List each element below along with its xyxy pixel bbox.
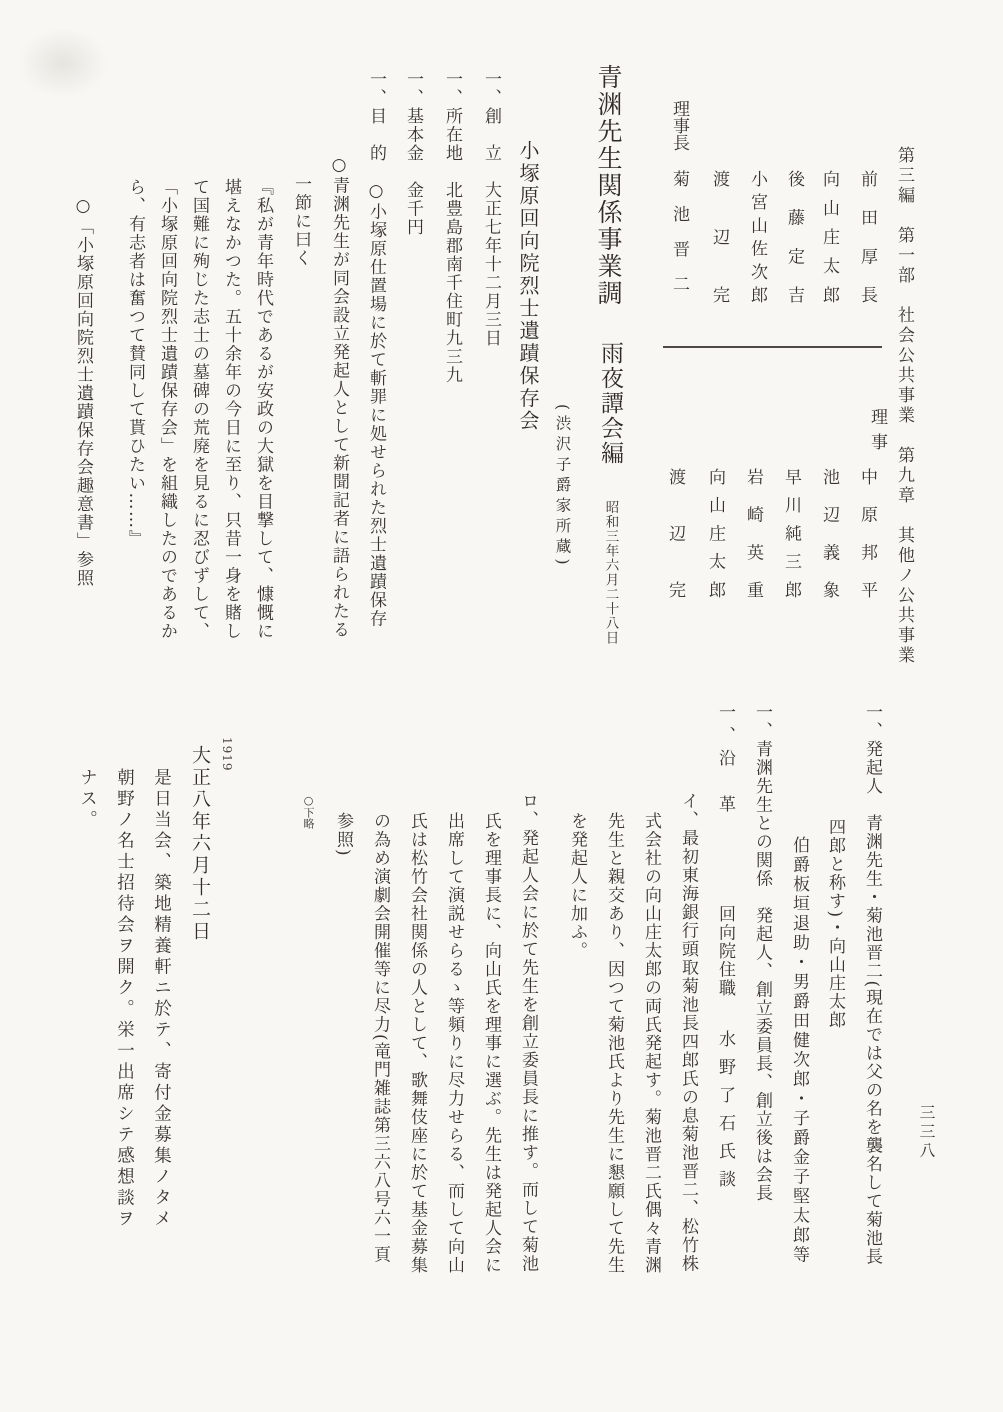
chronicle-line: 是日当会、築地精養軒ニ於テ、寄付金募集ノタメ	[151, 768, 172, 1230]
officer-name: 向山庄太郎	[705, 468, 725, 598]
officer-table-divider	[663, 346, 882, 348]
quote-line: 『私が青年時代であるが安政の大獄を目撃して、慷慨に	[253, 178, 273, 641]
officer-name: 渡辺完	[665, 468, 685, 598]
paragraph-i-line: を発起人に加ふ。	[567, 812, 587, 960]
quote-line: ら、有志者は奮つて賛同して貰ひたい……』	[125, 178, 145, 548]
omission-note: ○下略	[302, 794, 315, 829]
founders-line: 伯爵板垣退助・男爵田健次郎・子爵金子堅太郎等	[789, 836, 809, 1265]
officer-name: 中原邦平	[857, 468, 877, 598]
officer-name: 前田厚長	[857, 170, 877, 303]
quote-line: て国難に殉じた志士の墓碑の荒廃を見るに忍びずして、	[189, 178, 209, 641]
scan-artifact	[18, 28, 108, 98]
paragraph-ro-line: 氏は松竹会社関係の人として、歌舞伎座に於て基金募集	[407, 812, 427, 1275]
section-heading: 小塚原回向院烈士遺蹟保存会	[516, 140, 540, 433]
officer-name: 早川純三郎	[781, 468, 801, 598]
paragraph-ro-line: 参照)	[333, 812, 353, 858]
chronicle-year: 1919	[220, 737, 234, 772]
paragraph-ro-line: の為め演劇会開催等に尽力(竜門雑誌第三六八号六一頁	[370, 812, 390, 1265]
officer-name: 小宮山佐次郎	[747, 170, 767, 303]
chairman-title: 理事長	[669, 100, 689, 151]
paragraph-i-line: 式会社の向山庄太郎の両氏発起す。菊池晋二氏偶々青渊	[641, 812, 661, 1275]
document-subtitle: 雨夜譚会編	[597, 341, 623, 466]
page-number: 三三八	[917, 1104, 936, 1161]
paragraph-i-line: 先生と親交あり、因つて菊池氏より先生に懇願して先生	[604, 812, 624, 1275]
history-label: 一、沿 革	[715, 703, 735, 818]
chronicle-line: ナス。	[77, 768, 98, 831]
society-item: 一、基本金 金千円	[403, 70, 423, 237]
relation-line: 一、青渊先生との関係 発起人、創立委員長、創立後は会長	[752, 703, 772, 1203]
paragraph-ro-line: 出席して演説せらるゝ等頻りに尽力せらる、而して向山	[444, 812, 464, 1275]
founders-line: 四郎と称す)・向山庄太郎	[825, 818, 845, 1030]
society-item: 一、所在地 北豊島郡南千住町九三九	[442, 70, 462, 385]
director-title: 理事	[867, 408, 887, 458]
chronicle-date: 大正八年六月十二日	[189, 745, 211, 943]
officer-name: 岩崎英重	[743, 468, 763, 598]
society-note-intro: ○青渊先生が同会設立発起人として新聞記者に語られたる	[329, 155, 349, 639]
chairman-name: 菊池晋二	[669, 170, 689, 292]
chronicle-line: 朝野ノ名士招待会ヲ開ク。栄一出席シテ感想談ヲ	[114, 768, 135, 1230]
quote-line: 「小塚原回向院烈士遺蹟保存会」を組織したのであるか	[157, 178, 177, 641]
running-head: 第三編 第一部 社会公共事業 第九章 其他ノ公共事業	[894, 146, 914, 666]
history-source-name: 水野了石氏談	[715, 1030, 735, 1198]
document-date: 昭和三年六月二十八日	[602, 500, 619, 645]
officer-name: 向山庄太郎	[819, 170, 839, 303]
paragraph-i-line: イ、最初東海銀行頭取菊池長四郎氏の息菊池晋二、松竹株	[678, 792, 698, 1273]
society-item: 一、創 立 大正七年十二月三日	[481, 70, 501, 348]
officer-name: 後藤定吉	[784, 170, 804, 303]
paragraph-ro-line: 氏を理事長に、向山氏を理事に選ぶ。先生は発起人会に	[481, 812, 501, 1275]
document-source: (渋沢子爵家所蔵)	[553, 404, 572, 570]
paragraph-ro-line: ロ、発起人会に於て先生を創立委員長に推す。而して菊池	[518, 792, 538, 1273]
history-source-role: 回向院住職	[715, 905, 735, 998]
officer-name: 渡辺完	[709, 170, 729, 303]
officer-name: 池辺義象	[819, 468, 839, 598]
society-item: 一、目 的 ○小塚原仕置場に於て斬罪に処せられた烈士遺蹟保存	[366, 70, 386, 628]
document-title: 青渊先生関係事業調	[594, 64, 623, 307]
society-note-lead: 一節に曰く	[291, 175, 311, 268]
founders-line: 一、発起人 青渊先生・菊池晋二(現在では父の名を襲名して菊池長	[862, 703, 882, 1267]
society-reference: ○「小塚原回向院烈士遺蹟保存会趣意書」参照	[73, 196, 93, 588]
quote-line: 堪えなかつた。五十余年の今日に至り、只昔一身を賭し	[221, 178, 241, 641]
